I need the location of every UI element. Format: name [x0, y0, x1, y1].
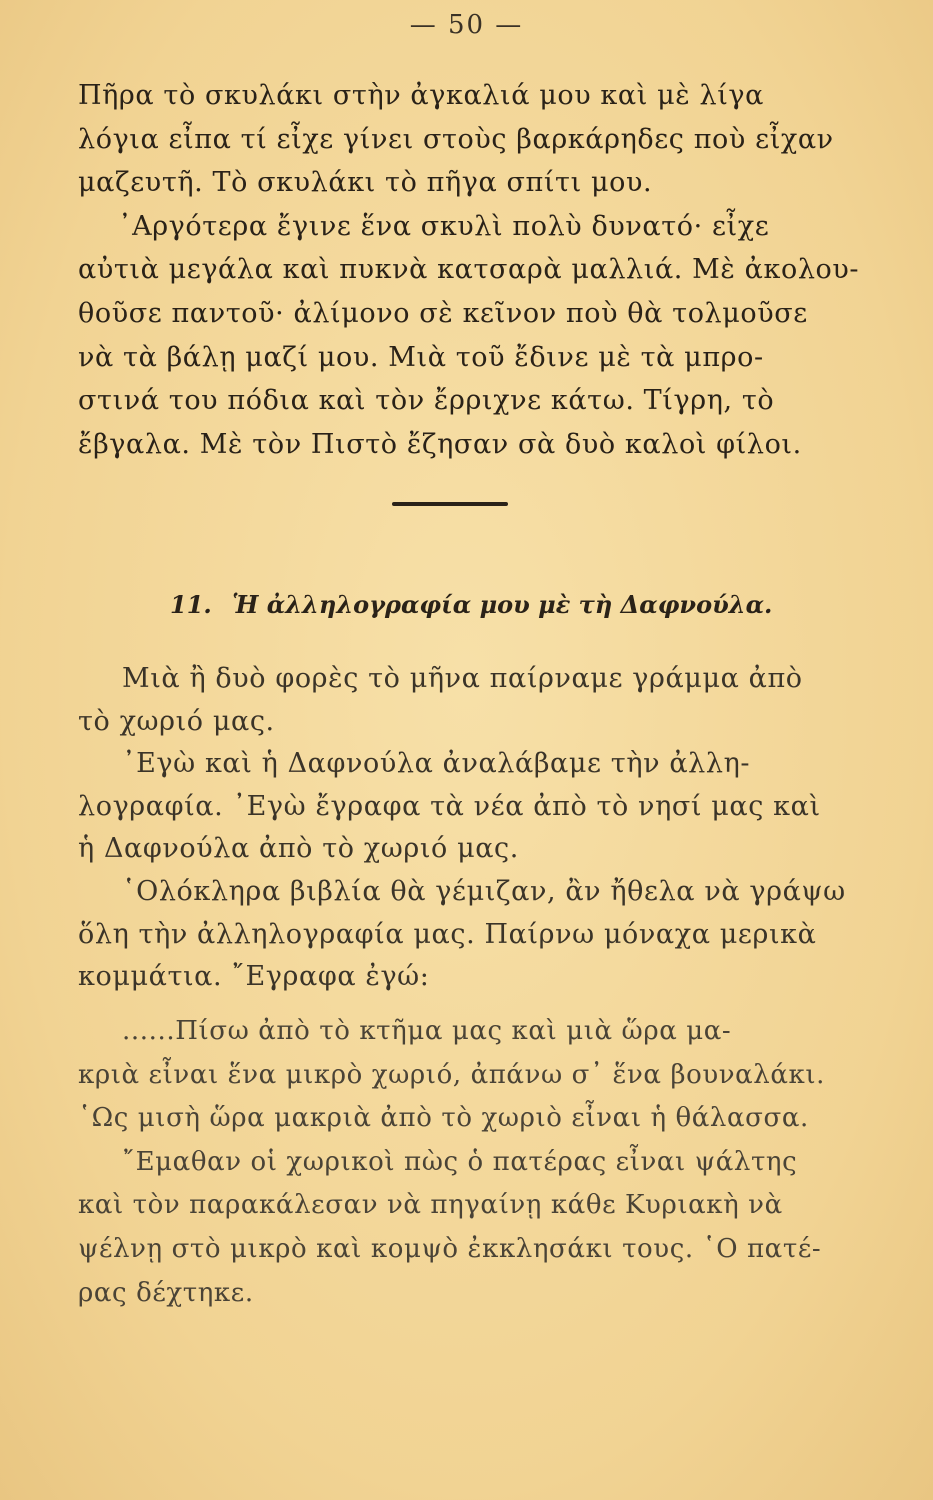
section-divider: [392, 502, 508, 506]
text-line: ρας δέχτηκε.: [78, 1277, 254, 1308]
text-line: κομμάτια. ῎Εγραφα ἐγώ:: [78, 961, 430, 993]
text-line: κριὰ εἶναι ἕνα μικρὸ χωριό, ἀπάνω σ᾿ ἕνα βουναλάκι.: [78, 1059, 826, 1090]
text-line: Μιὰ ἢ δυὸ φορὲς τὸ μῆνα παίρναμε γράμμα ἀπὸ: [122, 663, 803, 694]
section-1-text: [78, 74, 878, 466]
text-line: νὰ τὰ βάλῃ μαζί μου. Μιὰ τοῦ ἔδινε μὲ τὰ μπρο-: [78, 341, 764, 373]
chapter-heading: [170, 590, 772, 619]
text-line: ῎Εμαθαν οἱ χωρικοὶ πὼς ὁ πατέρας εἶναι ψάλτης: [122, 1146, 798, 1177]
text-line: ἡ Δαφνούλα ἀπὸ τὸ χωριό μας.: [78, 833, 519, 865]
text-line: ῾Ως μισὴ ὥρα μακριὰ ἀπὸ τὸ χωριὸ εἶναι ἡ θάλασσα.: [78, 1103, 809, 1134]
text-line: αὐτιὰ μεγάλα καὶ πυκνὰ κατσαρὰ μαλλιά. Μὲ ἀκολου-: [78, 254, 860, 286]
text-line: ......Πίσω ἀπὸ τὸ κτῆμα μας καὶ μιὰ ὥρα μα-: [122, 1016, 732, 1046]
chapter-title: Ἡ ἀλληλογραφία μου μὲ τὴ Δαφνούλα.: [232, 590, 773, 619]
chapter-number: 11.: [170, 590, 212, 619]
page-number: — 50 —: [409, 10, 524, 40]
text-line: ᾿Αργότερα ἔγινε ἕνα σκυλὶ πολὺ δυνατό· εἶχε: [118, 210, 770, 242]
text-line: λόγια εἶπα τί εἶχε γίνει στοὺς βαρκάρηδες ποὺ εἶχαν: [78, 123, 834, 155]
text-line: ὅλη τὴν ἀλληλογραφία μας. Παίρνω μόναχα μερικὰ: [78, 918, 817, 950]
text-line: μαζευτῆ. Τὸ σκυλάκι τὸ πῆγα σπίτι μου.: [78, 167, 653, 199]
text-line: καὶ τὸν παρακάλεσαν νὰ πηγαίνῃ κάθε Κυριακὴ νὰ: [78, 1190, 783, 1221]
text-line: ῾Ολόκληρα βιβλία θὰ γέμιζαν, ἂν ἤθελα νὰ γράψω: [122, 875, 846, 907]
text-line: ψέλνῃ στὸ μικρὸ καὶ κομψὸ ἐκκλησάκι τους. ῾Ο πατέ-: [78, 1233, 822, 1264]
text-line: ἔβγαλα. Μὲ τὸν Πιστὸ ἔζησαν σὰ δυὸ καλοὶ φίλοι.: [78, 428, 802, 460]
text-line: θοῦσε παντοῦ· ἀλίμονο σὲ κεῖνον ποὺ θὰ τολμοῦσε: [78, 297, 808, 329]
section-2-text: [78, 658, 878, 999]
text-line: ᾿Εγὼ καὶ ἡ Δαφνούλα ἀναλάβαμε τὴν ἀλλη-: [122, 748, 751, 780]
text-line: λογραφία. ᾿Εγὼ ἔγραφα τὰ νέα ἀπὸ τὸ νησί μας καὶ: [78, 790, 821, 822]
text-line: στινά του πόδια καὶ τὸν ἔρριχνε κάτω. Τίγρη, τὸ: [78, 385, 775, 417]
section-3-letter-text: [78, 1010, 878, 1315]
text-line: τὸ χωριό μας.: [78, 705, 275, 737]
text-line: Πῆρα τὸ σκυλάκι στὴν ἀγκαλιά μου καὶ μὲ λίγα: [78, 80, 764, 111]
